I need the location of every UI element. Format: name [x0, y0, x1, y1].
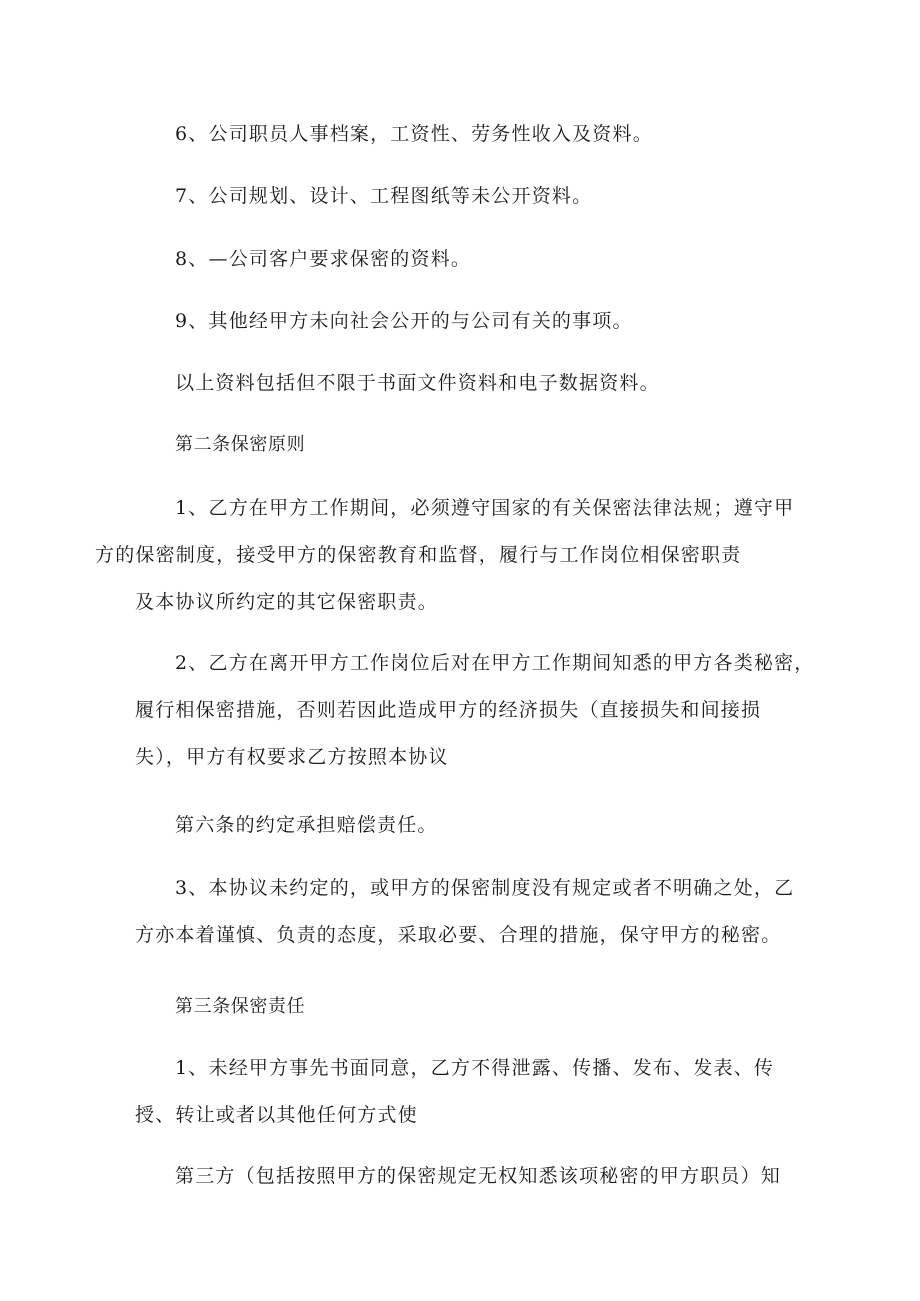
article-2-heading: [135, 421, 785, 468]
text-line: 失），甲方有权要求乙方按照本协议: [135, 746, 449, 768]
paragraph-scope: [135, 360, 785, 407]
article-2-clause-1: [95, 485, 795, 626]
heading-text: 第三条保密责任: [175, 996, 306, 1017]
text-line: 授、转让或者以其他任何方式使: [135, 1104, 418, 1126]
paragraph-item-8: [135, 236, 785, 283]
text-line: 及本协议所约定的其它保密职责。: [135, 591, 439, 613]
article-3-clause-1: [135, 1045, 785, 1139]
paragraph-item-6: [135, 111, 785, 158]
text-line: 7、公司规划、设计、工程图纸等未公开资料。: [175, 185, 593, 207]
text-line: 8、—公司客户要求保密的资料。: [175, 248, 472, 270]
heading-text: 第二条保密原则: [175, 434, 306, 455]
text-line: 履行相保密措施，否则若因此造成甲方的经济损失（直接损失和间接损: [135, 699, 762, 721]
article-2-clause-2-continued: [135, 802, 785, 849]
article-3-heading: [135, 983, 785, 1030]
text-line: 2、乙方在离开甲方工作岗位后对在甲方工作期间知悉的甲方各类秘密，: [175, 652, 815, 674]
paragraph-item-7: [135, 173, 785, 220]
text-line: 方的保密制度，接受甲方的保密教育和监督，履行与工作岗位相保密职责: [95, 544, 742, 566]
article-2-clause-3: [135, 865, 795, 959]
text-line: 第三方（包括按照甲方的保密规定无权知悉该项秘密的甲方职员）知: [175, 1165, 782, 1187]
text-line: 1、未经甲方事先书面同意，乙方不得泄露、传播、发布、发表、传: [175, 1057, 775, 1079]
text-line: 9、其他经甲方未向社会公开的与公司有关的事项。: [175, 310, 633, 332]
article-3-clause-1-continued: [135, 1153, 785, 1200]
text-line: 1、乙方在甲方工作期间，必须遵守国家的有关保密法律法规；遵守甲: [175, 497, 795, 519]
text-line: 以上资料包括但不限于书面文件资料和电子数据资料。: [175, 372, 660, 394]
text-line: 方亦本着谨慎、负责的态度，采取必要、合理的措施，保守甲方的秘密。: [135, 924, 782, 946]
text-line: 3、本协议未约定的，或甲方的保密制度没有规定或者不明确之处，乙: [175, 877, 795, 899]
text-line: 第六条的约定承担赔偿责任。: [175, 814, 438, 836]
text-line: 6、公司职员人事档案，工资性、劳务性收入及资料。: [175, 123, 653, 145]
article-2-clause-2: [135, 640, 815, 781]
paragraph-item-9: [135, 298, 785, 345]
